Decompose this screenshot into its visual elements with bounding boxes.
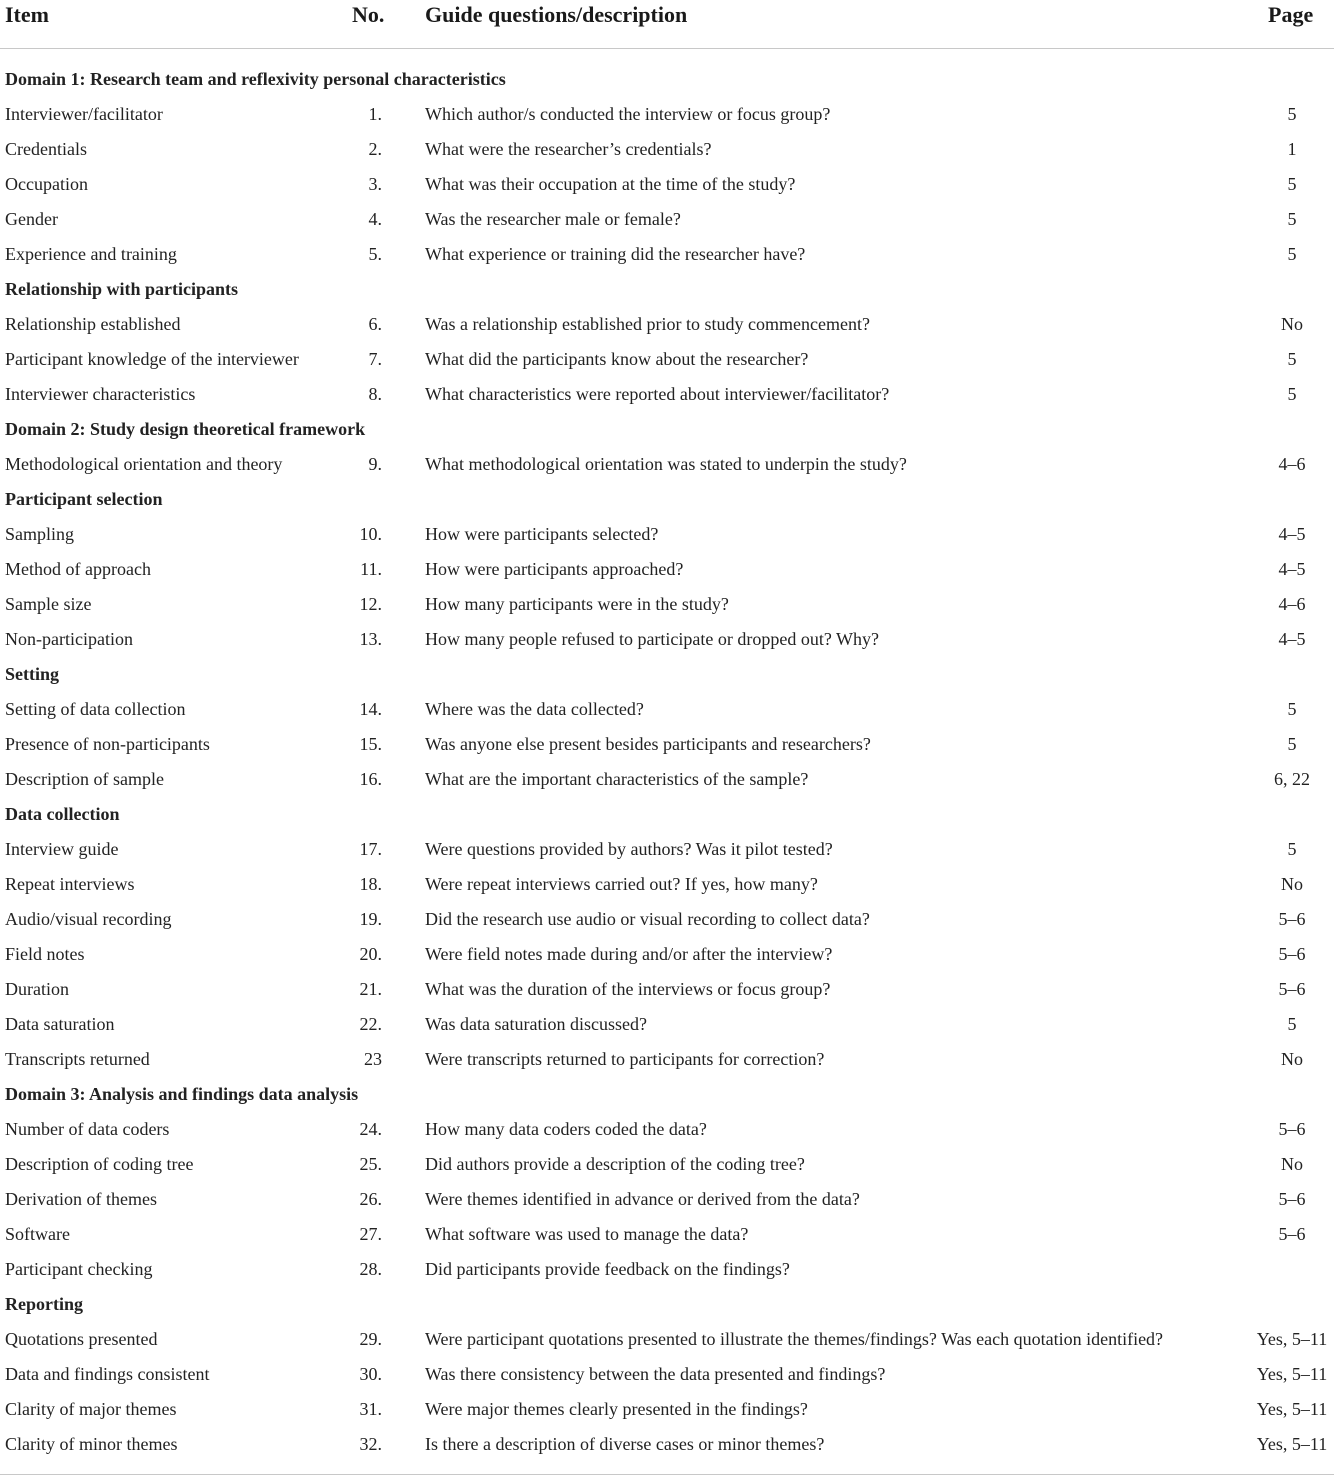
table-row xyxy=(0,1112,1334,1147)
cell-page: 5–6 xyxy=(1278,944,1306,964)
cell-page: 4–5 xyxy=(1278,524,1306,544)
section-title: Setting xyxy=(5,664,59,684)
table-row xyxy=(0,727,1334,762)
cell-item: Transcripts returned xyxy=(5,1049,150,1069)
table-row xyxy=(0,1042,1334,1077)
cell-item: Quotations presented xyxy=(5,1329,158,1349)
cell-no: 32. xyxy=(359,1434,382,1454)
table-row xyxy=(0,97,1334,132)
cell-item: Sampling xyxy=(5,524,75,544)
table-row xyxy=(0,587,1334,622)
table-row xyxy=(0,1392,1334,1427)
cell-no: 9. xyxy=(368,454,382,474)
cell-no: 31. xyxy=(359,1399,382,1419)
cell-no: 27. xyxy=(359,1224,382,1244)
cell-page: 1 xyxy=(1287,139,1297,159)
cell-description: Where was the data collected? xyxy=(425,699,644,719)
section-title: Domain 3: Analysis and findings data analysis xyxy=(5,1084,359,1104)
section-heading-row xyxy=(0,1077,1334,1112)
cell-item: Gender xyxy=(5,209,58,229)
cell-description: What experience or training did the researcher have? xyxy=(425,244,806,264)
cell-page: 5 xyxy=(1287,734,1297,754)
cell-page: 5–6 xyxy=(1278,1224,1306,1244)
section-heading-row xyxy=(0,657,1334,692)
table-row xyxy=(0,832,1334,867)
cell-page: 6, 22 xyxy=(1274,769,1310,789)
cell-no: 8. xyxy=(368,384,382,404)
cell-description: How many data coders coded the data? xyxy=(425,1119,707,1139)
section-title: Domain 2: Study design theoretical framework xyxy=(5,419,366,439)
table-row xyxy=(0,1182,1334,1217)
cell-page: 5 xyxy=(1287,244,1297,264)
cell-description: Were major themes clearly presented in the findings? xyxy=(425,1399,808,1419)
cell-description: How were participants approached? xyxy=(425,559,684,579)
cell-description: What software was used to manage the data? xyxy=(425,1224,749,1244)
cell-item: Audio/visual recording xyxy=(5,909,172,929)
cell-description: How were participants selected? xyxy=(425,524,659,544)
section-title: Reporting xyxy=(5,1294,83,1314)
cell-no: 29. xyxy=(359,1329,382,1349)
cell-page: 4–6 xyxy=(1278,594,1306,614)
cell-no: 21. xyxy=(359,979,382,999)
cell-description: Did the research use audio or visual recording to collect data? xyxy=(425,909,870,929)
section-heading-row xyxy=(0,272,1334,307)
cell-description: How many participants were in the study? xyxy=(425,594,729,614)
cell-no: 18. xyxy=(359,874,382,894)
section-heading-row xyxy=(0,797,1334,832)
cell-page: 5 xyxy=(1287,349,1297,369)
cell-item: Field notes xyxy=(5,944,85,964)
cell-item: Description of coding tree xyxy=(5,1154,194,1174)
table-row xyxy=(0,972,1334,1007)
cell-page: 5 xyxy=(1287,209,1297,229)
cell-page: 5–6 xyxy=(1278,1119,1306,1139)
cell-page: Yes, 5–11 xyxy=(1256,1364,1328,1384)
table-row xyxy=(0,1322,1334,1357)
cell-description: What was their occupation at the time of the study? xyxy=(425,174,796,194)
cell-description: Was there consistency between the data presented and findings? xyxy=(425,1364,886,1384)
cell-no: 23 xyxy=(364,1049,382,1069)
table-row xyxy=(0,237,1334,272)
cell-page: 5 xyxy=(1287,174,1297,194)
cell-no: 1. xyxy=(368,104,382,124)
cell-description: What methodological orientation was stated to underpin the study? xyxy=(425,454,907,474)
table-row xyxy=(0,1007,1334,1042)
header-gap xyxy=(0,49,1334,62)
table-row xyxy=(0,342,1334,377)
cell-item: Relationship established xyxy=(5,314,181,334)
cell-description: Were transcripts returned to participants for correction? xyxy=(425,1049,825,1069)
cell-item: Occupation xyxy=(5,174,88,194)
cell-page: No xyxy=(1281,874,1303,894)
cell-item: Experience and training xyxy=(5,244,177,264)
cell-no: 25. xyxy=(359,1154,382,1174)
cell-item: Non-participation xyxy=(5,629,133,649)
cell-description: How many people refused to participate or dropped out? Why? xyxy=(425,629,880,649)
cell-no: 26. xyxy=(359,1189,382,1209)
cell-item: Participant knowledge of the interviewer xyxy=(5,349,299,369)
cell-page: 5–6 xyxy=(1278,1189,1306,1209)
cell-page: 5 xyxy=(1287,104,1297,124)
header-item: Item xyxy=(5,2,49,27)
cell-item: Methodological orientation and theory xyxy=(5,454,283,474)
cell-item: Interviewer/facilitator xyxy=(5,104,163,124)
cell-description: What are the important characteristics of the sample? xyxy=(425,769,809,789)
cell-item: Duration xyxy=(5,979,69,999)
cell-page: Yes, 5–11 xyxy=(1256,1329,1328,1349)
cell-item: Participant checking xyxy=(5,1259,153,1279)
cell-item: Repeat interviews xyxy=(5,874,135,894)
cell-item: Interview guide xyxy=(5,839,119,859)
table-row xyxy=(0,377,1334,412)
section-heading-row xyxy=(0,482,1334,517)
section-title: Relationship with participants xyxy=(5,279,239,299)
table-row xyxy=(0,447,1334,482)
table-row xyxy=(0,552,1334,587)
bottom-rule xyxy=(0,1474,1334,1475)
table-row xyxy=(0,902,1334,937)
cell-no: 20. xyxy=(359,944,382,964)
cell-description: Were repeat interviews carried out? If yes, how many? xyxy=(425,874,818,894)
table-row xyxy=(0,307,1334,342)
cell-description: Is there a description of diverse cases or minor themes? xyxy=(425,1434,825,1454)
cell-description: Did participants provide feedback on the findings? xyxy=(425,1259,790,1279)
table-row xyxy=(0,132,1334,167)
cell-no: 19. xyxy=(359,909,382,929)
cell-page: No xyxy=(1281,314,1303,334)
table-row xyxy=(0,167,1334,202)
cell-item: Software xyxy=(5,1224,70,1244)
cell-page: 5–6 xyxy=(1278,979,1306,999)
cell-no: 6. xyxy=(368,314,382,334)
cell-no: 11. xyxy=(360,559,382,579)
header-page: Page xyxy=(1268,2,1314,27)
cell-description: Did authors provide a description of the coding tree? xyxy=(425,1154,805,1174)
cell-item: Method of approach xyxy=(5,559,151,579)
cell-page: 4–5 xyxy=(1278,629,1306,649)
cell-page: 5 xyxy=(1287,1014,1297,1034)
cell-item: Sample size xyxy=(5,594,92,614)
section-title: Data collection xyxy=(5,804,120,824)
cell-item: Data and findings consistent xyxy=(5,1364,210,1384)
cell-no: 16. xyxy=(359,769,382,789)
cell-page: 5 xyxy=(1287,839,1297,859)
section-heading-row xyxy=(0,62,1334,97)
table-header xyxy=(0,0,1334,49)
cell-description: Were themes identified in advance or derived from the data? xyxy=(425,1189,860,1209)
cell-no: 7. xyxy=(368,349,382,369)
cell-item: Setting of data collection xyxy=(5,699,186,719)
cell-no: 22. xyxy=(359,1014,382,1034)
table-row xyxy=(0,762,1334,797)
cell-no: 30. xyxy=(359,1364,382,1384)
cell-description: Were field notes made during and/or after the interview? xyxy=(425,944,833,964)
cell-page: 5 xyxy=(1287,384,1297,404)
header-description: Guide questions/description xyxy=(425,2,688,27)
table-body xyxy=(0,62,1334,1462)
section-heading-row xyxy=(0,412,1334,447)
cell-item: Data saturation xyxy=(5,1014,115,1034)
section-heading-row xyxy=(0,1287,1334,1322)
cell-item: Number of data coders xyxy=(5,1119,170,1139)
header-no: No. xyxy=(352,2,385,27)
cell-page: 4–6 xyxy=(1278,454,1306,474)
table-row xyxy=(0,1252,1334,1287)
cell-no: 12. xyxy=(359,594,382,614)
table-row xyxy=(0,1427,1334,1462)
cell-no: 13. xyxy=(359,629,382,649)
cell-item: Clarity of major themes xyxy=(5,1399,177,1419)
cell-no: 17. xyxy=(359,839,382,859)
cell-no: 15. xyxy=(359,734,382,754)
table-row xyxy=(0,1147,1334,1182)
cell-description: What was the duration of the interviews or focus group? xyxy=(425,979,831,999)
cell-no: 24. xyxy=(359,1119,382,1139)
table-row xyxy=(0,517,1334,552)
cell-item: Clarity of minor themes xyxy=(5,1434,178,1454)
cell-page: Yes, 5–11 xyxy=(1256,1434,1328,1454)
cell-description: Were questions provided by authors? Was it pilot tested? xyxy=(425,839,833,859)
table-row xyxy=(0,202,1334,237)
table-row xyxy=(0,622,1334,657)
cell-description: What characteristics were reported about interviewer/facilitator? xyxy=(425,384,890,404)
cell-no: 3. xyxy=(368,174,382,194)
cell-no: 2. xyxy=(368,139,382,159)
cell-item: Description of sample xyxy=(5,769,164,789)
cell-description: Which author/s conducted the interview or focus group? xyxy=(425,104,831,124)
cell-description: Were participant quotations presented to illustrate the themes/findings? Was each quotation identified? xyxy=(425,1329,1164,1349)
cell-description: Was anyone else present besides participants and researchers? xyxy=(425,734,871,754)
cell-item: Credentials xyxy=(5,139,87,159)
cell-page: No xyxy=(1281,1049,1303,1069)
cell-description: Was data saturation discussed? xyxy=(425,1014,647,1034)
cell-page: 4–5 xyxy=(1278,559,1306,579)
section-title: Participant selection xyxy=(5,489,163,509)
cell-no: 4. xyxy=(368,209,382,229)
cell-no: 14. xyxy=(359,699,382,719)
cell-page: 5 xyxy=(1287,699,1297,719)
cell-description: What were the researcher’s credentials? xyxy=(425,139,712,159)
cell-description: Was a relationship established prior to study commencement? xyxy=(425,314,870,334)
cell-description: Was the researcher male or female? xyxy=(425,209,681,229)
table-row xyxy=(0,1357,1334,1392)
cell-no: 5. xyxy=(368,244,382,264)
table-row xyxy=(0,867,1334,902)
cell-no: 10. xyxy=(359,524,382,544)
cell-item: Presence of non-participants xyxy=(5,734,210,754)
table-row xyxy=(0,937,1334,972)
table-row xyxy=(0,1217,1334,1252)
cell-page: No xyxy=(1281,1154,1303,1174)
cell-item: Interviewer characteristics xyxy=(5,384,196,404)
cell-no: 28. xyxy=(359,1259,382,1279)
cell-page: Yes, 5–11 xyxy=(1256,1399,1328,1419)
section-title: Domain 1: Research team and reflexivity personal characteristics xyxy=(5,69,506,89)
cell-page: 5–6 xyxy=(1278,909,1306,929)
cell-item: Derivation of themes xyxy=(5,1189,157,1209)
cell-description: What did the participants know about the researcher? xyxy=(425,349,809,369)
table-row xyxy=(0,692,1334,727)
